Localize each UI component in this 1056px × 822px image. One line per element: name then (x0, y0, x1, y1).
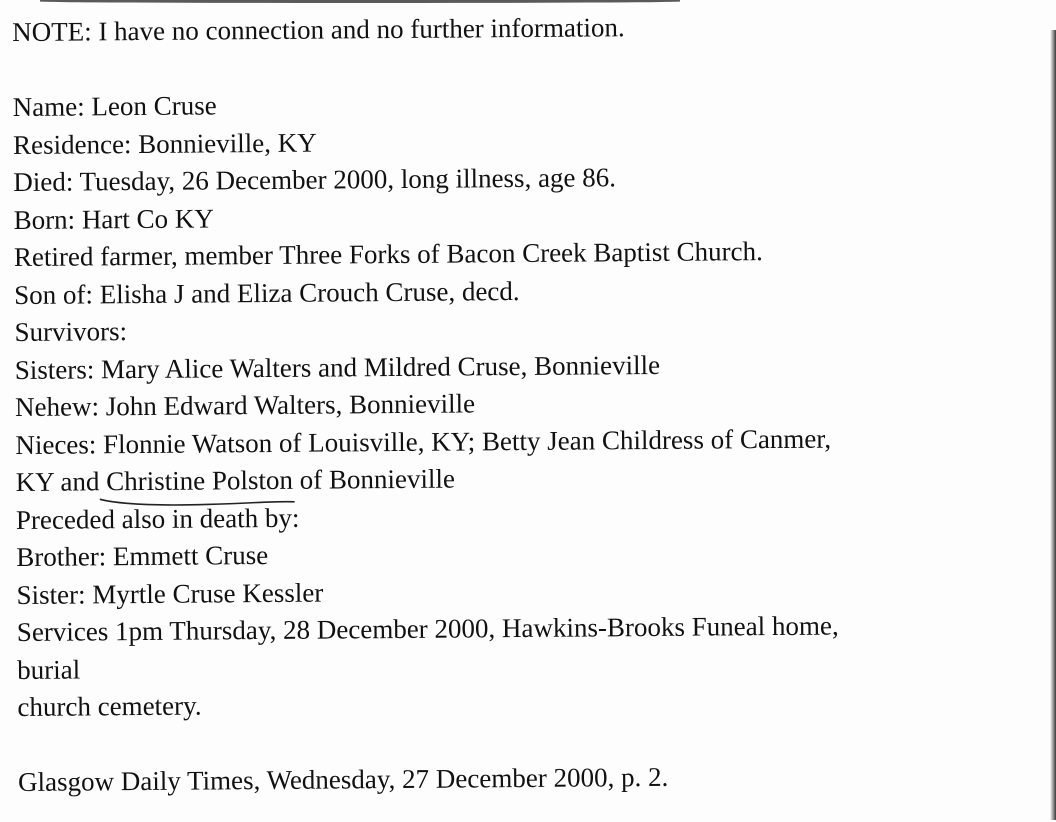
handwritten-underline-mark (100, 493, 295, 507)
source-citation: Glasgow Daily Times, Wednesday, 27 December 2000, p. 2. (17, 761, 669, 797)
scan-shadow-top (40, 0, 680, 3)
nieces-suffix: of Bonnieville (292, 463, 456, 495)
preceded-heading: Preceded also in death by: (15, 502, 300, 535)
note-line: NOTE: I have no connection and no further information. (12, 12, 625, 47)
services-line-2: burial (17, 653, 81, 685)
document-text (12, 6, 1054, 802)
services-line-3: church cemetery. (17, 690, 202, 722)
sisters-line: Sisters: Mary Alice Walters and Mildred Cruse, Bonnieville (14, 349, 661, 385)
underlined-name-text: Christine Polston (106, 464, 294, 497)
parents-line: Son of: Elisha J and Eliza Crouch Cruse, decd. (14, 275, 520, 310)
nieces-prefix: KY and (15, 466, 107, 497)
sister-line: Sister: Myrtle Cruse Kessler (16, 577, 324, 610)
nieces-line-1: Nieces: Flonnie Watson of Louisville, KY; Betty Jean Childress of Canmer, (15, 423, 832, 460)
born-line: Born: Hart Co KY (13, 202, 214, 235)
survivors-heading: Survivors: (14, 316, 128, 347)
brother-line: Brother: Emmett Cruse (16, 540, 269, 572)
occupation-line: Retired farmer, member Three Forks of Bacon Creek Baptist Church. (13, 236, 763, 272)
name-line: Name: Leon Cruse (12, 90, 217, 122)
nephew-line: Nehew: John Edward Walters, Bonnieville (14, 388, 476, 422)
residence-line: Residence: Bonnieville, KY (12, 127, 317, 160)
services-line-1: Services 1pm Thursday, 28 December 2000, Hawkins-Brooks Funeal home, (16, 610, 839, 647)
underlined-name (106, 462, 293, 501)
died-line: Died: Tuesday, 26 December 2000, long illness, age 86. (13, 162, 617, 197)
